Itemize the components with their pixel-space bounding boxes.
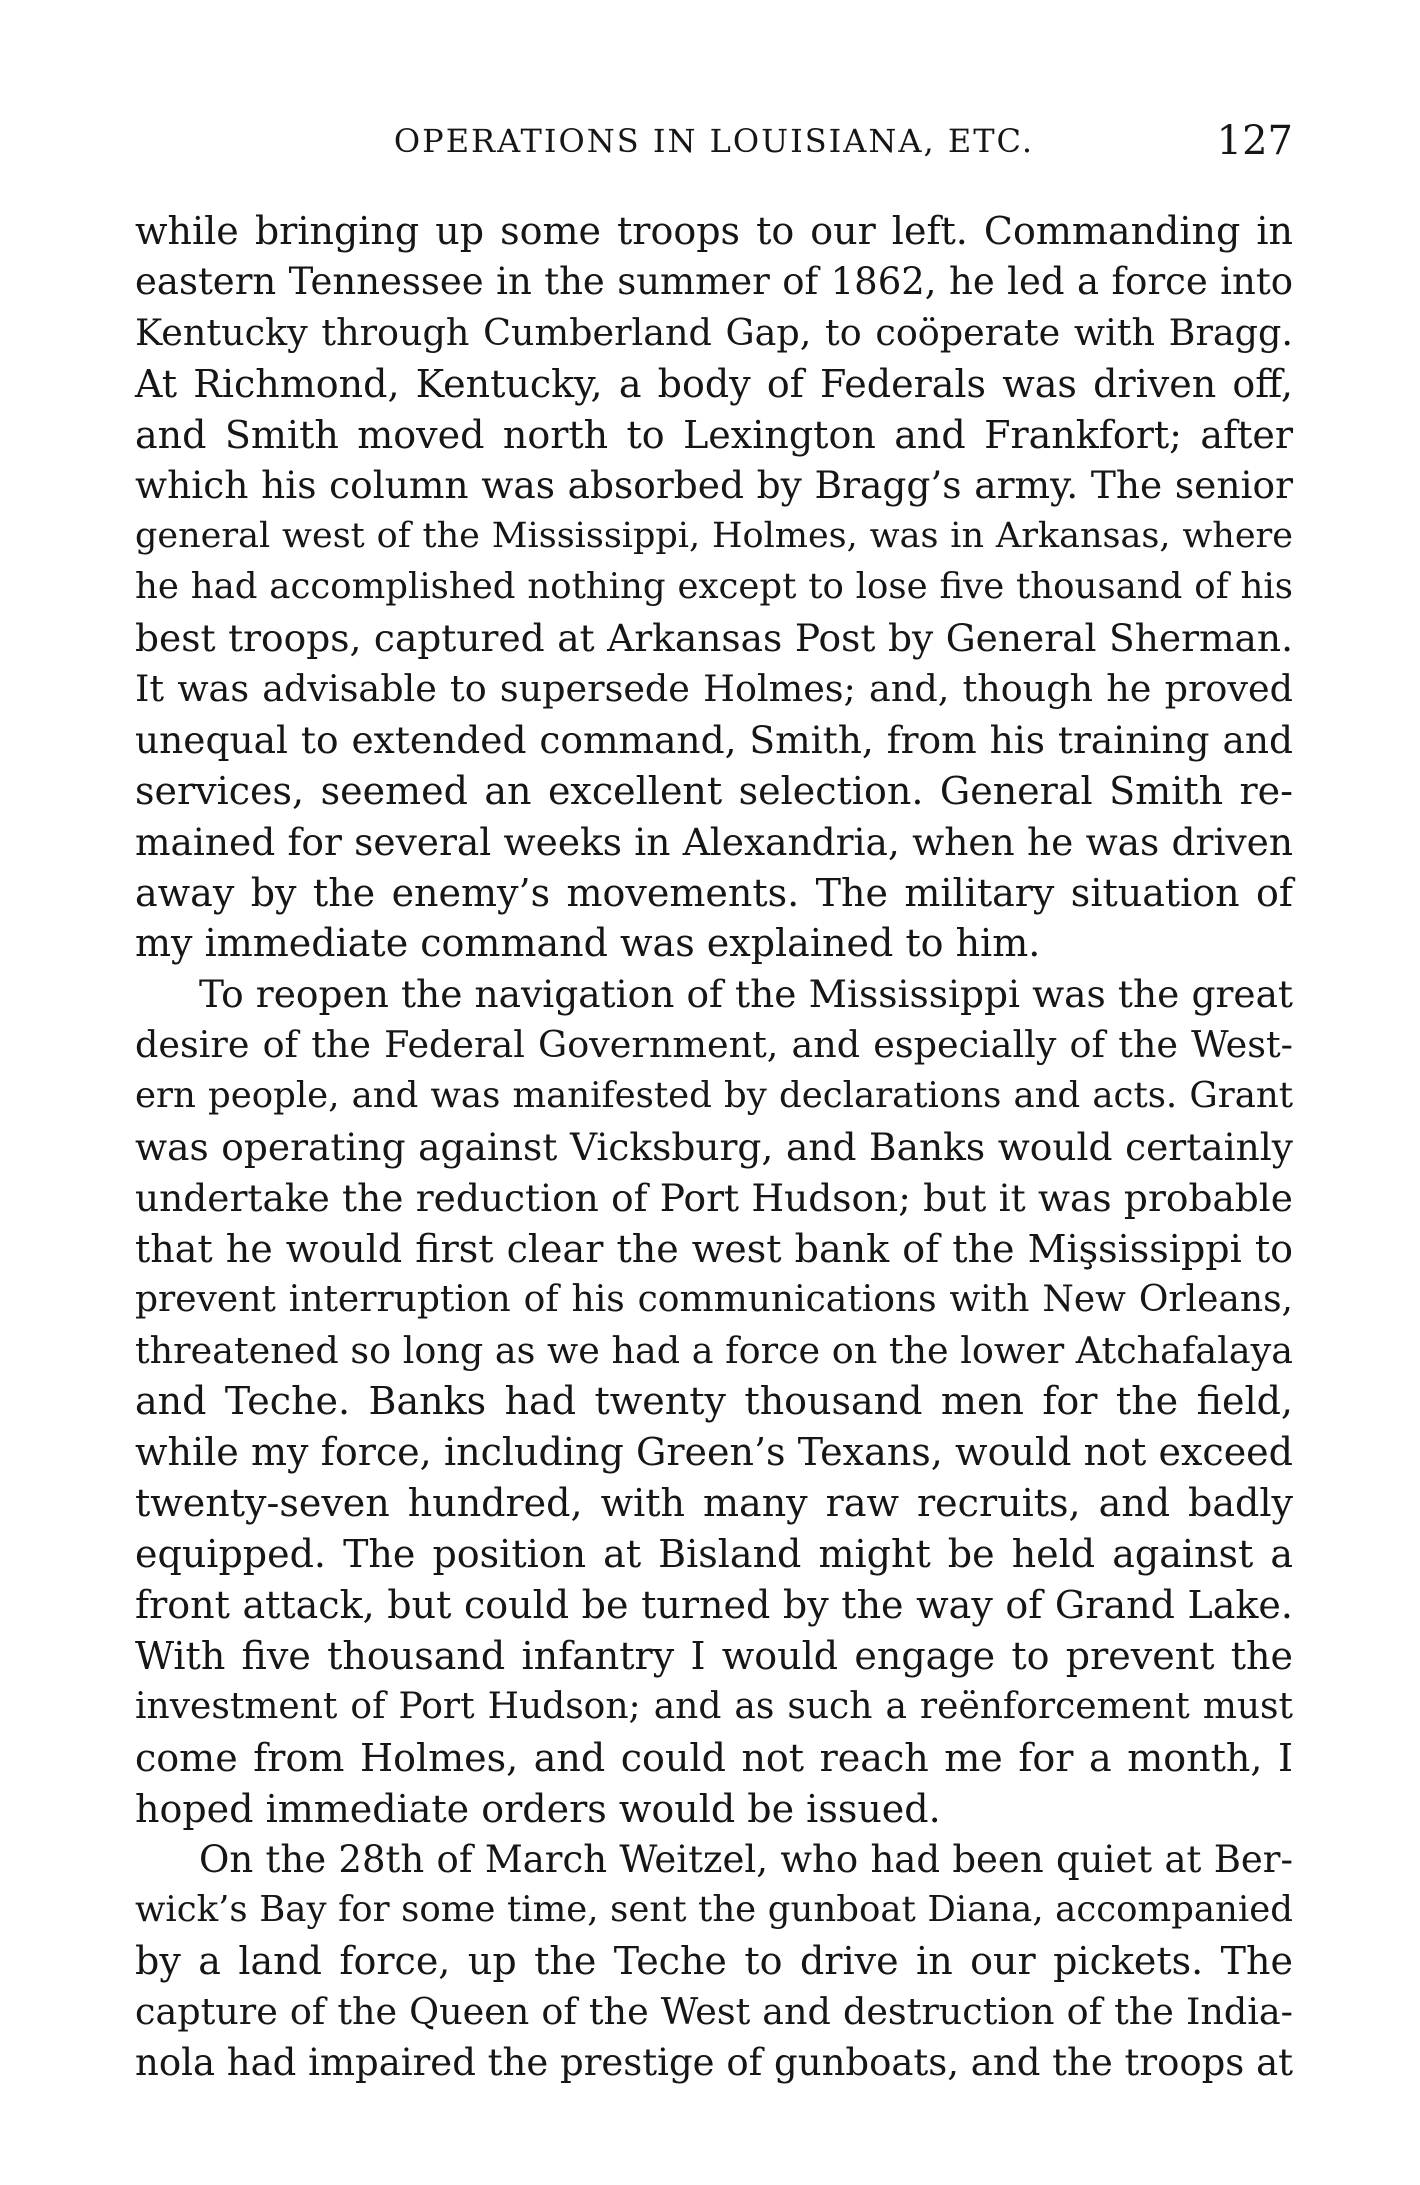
text-line: On the 28th of March Weitzel, who had been quiet at Ber-: [199, 1837, 1293, 1881]
text-line: was operating against Vicksburg, and Banks would certainly: [135, 1125, 1293, 1170]
text-line: wick’s Bay for some time, sent the gunboat Diana, accompanied: [135, 1889, 1293, 1931]
text-line: while my force, including Green’s Texans, would not exceed: [135, 1430, 1293, 1475]
text-line: ern people, and was manifested by declarations and acts. Grant: [135, 1075, 1293, 1117]
text-line: and Teche. Banks had twenty thousand men for the field,: [135, 1379, 1293, 1424]
page-number: 127: [1216, 118, 1293, 164]
text-line: while bringing up some troops to our left. Commanding in: [135, 209, 1293, 253]
text-line: equipped. The position at Bisland might be held against a: [135, 1532, 1293, 1577]
text-line: threatened so long as we had a force on the lower Atchafalaya: [135, 1328, 1293, 1372]
text-line: that he would first clear the west bank of the Mişsissippi to: [135, 1226, 1293, 1271]
text-line: capture of the Queen of the West and destruction of the India-: [135, 1990, 1293, 2034]
text-line: mained for several weeks in Alexandria, when he was driven: [135, 819, 1293, 864]
text-line: away by the enemy’s movements. The military situation of: [135, 870, 1293, 915]
text-line: With five thousand infantry I would engage to prevent the: [135, 1633, 1293, 1678]
text-line: prevent interruption of his communications with New Orleans,: [135, 1278, 1293, 1320]
text-line: eastern Tennessee in the summer of 1862, he led a force into: [135, 259, 1293, 303]
text-line: he had accomplished nothing except to lose five thousand of his: [135, 566, 1293, 608]
text-line: hoped immediate orders would be issued.: [135, 1786, 941, 1831]
text-line: by a land force, up the Teche to drive in our pickets. The: [135, 1939, 1293, 1984]
text-line: best troops, captured at Arkansas Post by General Sherman.: [135, 616, 1293, 661]
text-line: front attack, but could be turned by the way of Grand Lake.: [135, 1583, 1293, 1628]
text-line: twenty-seven hundred, with many raw recruits, and badly: [135, 1481, 1293, 1526]
text-line: investment of Port Hudson; and as such a reënforcement must: [135, 1685, 1293, 1727]
text-line: which his column was absorbed by Bragg’s army. The senior: [135, 463, 1293, 508]
text-line: my immediate command was explained to him.: [135, 921, 1041, 966]
text-line: Kentucky through Cumberland Gap, to coöperate with Bragg.: [135, 310, 1293, 354]
text-line: and Smith moved north to Lexington and Frankfort; after: [135, 412, 1293, 457]
text-line: undertake the reduction of Port Hudson; but it was probable: [135, 1175, 1293, 1220]
text-line: unequal to extended command, Smith, from his training and: [135, 717, 1293, 762]
text-line: To reopen the navigation of the Mississippi was the great: [199, 972, 1293, 1017]
text-line: come from Holmes, and could not reach me for a month, I: [135, 1735, 1293, 1780]
text-line: desire of the Federal Government, and especially of the West-: [135, 1023, 1293, 1067]
running-head: OPERATIONS IN LOUISIANA, ETC.: [393, 122, 1035, 160]
text-line: general west of the Mississippi, Holmes, was in Arkansas, where: [135, 516, 1293, 557]
page-header: [135, 118, 1293, 172]
text-line: services, seemed an excellent selection. General Smith re-: [135, 768, 1293, 813]
text-line: It was advisable to supersede Holmes; and, though he proved: [135, 667, 1293, 711]
text-line: nola had impaired the prestige of gunboats, and the troops at: [135, 2041, 1293, 2085]
text-line: At Richmond, Kentucky, a body of Federals was driven off,: [135, 361, 1293, 406]
body-text: [135, 206, 1293, 2089]
